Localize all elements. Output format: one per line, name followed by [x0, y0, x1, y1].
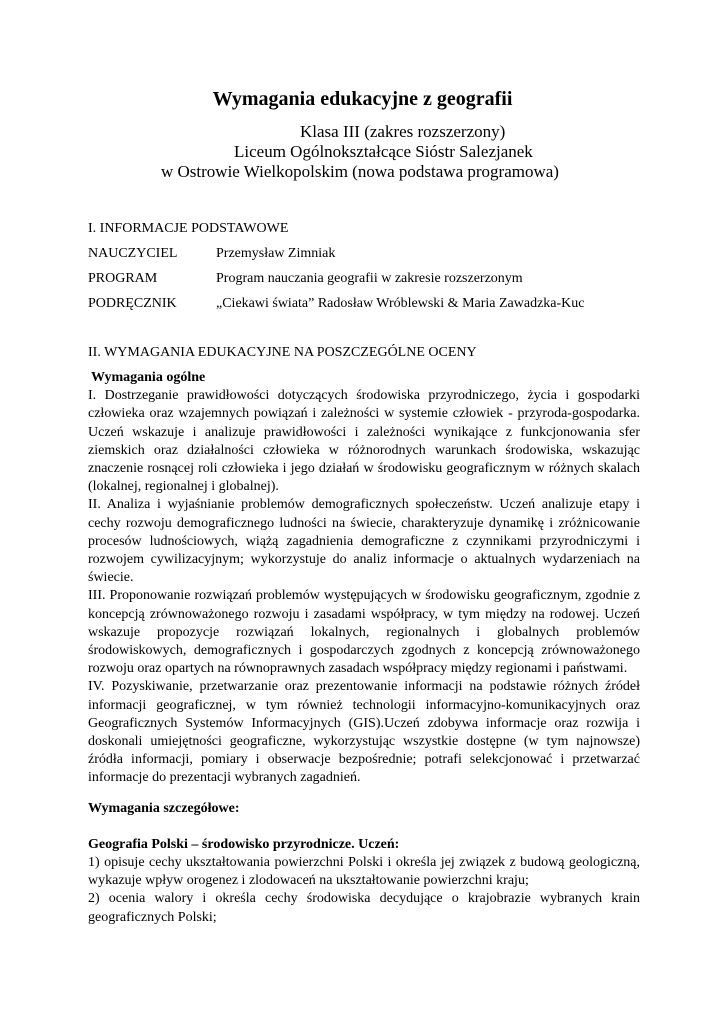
info-row-program: [88, 270, 523, 288]
requirements-body: [88, 369, 640, 927]
info-label: PODRĘCZNIK: [88, 296, 177, 311]
geography-poland-heading: Geografia Polski – środowisko przyrodnicze. Uczeń:: [88, 836, 400, 852]
general-requirements-heading: Wymagania ogólne: [91, 370, 206, 385]
info-row-teacher: [88, 245, 335, 263]
subtitle-class: Klasa III (zakres rozszerzony): [300, 122, 506, 141]
subtitle-city: w Ostrowie Wielkopolskim (nowa podstawa programowa): [161, 162, 559, 181]
info-label: PROGRAM: [88, 271, 158, 286]
section2-heading: II. WYMAGANIA EDUKACYJNE NA POSZCZEGÓLNE OCENY: [88, 345, 477, 360]
general-requirement-item: II. Analiza i wyjaśnianie problemów demograficznych społeczeństw. Uczeń analizuje etapy i cechy rozwoju demograficznego ludności na świecie, charakteryzuje dynamikę i zróżnicowanie procesów ludnościowych, wiążą zagadnienia demograficzne z czynnikami przyrodniczymi i rozwojem cywilizacyjnym; wykorzystuje do analiz informacje o aktualnych wydarzeniach na świecie.: [88, 497, 640, 586]
section1-heading: I. INFORMACJE PODSTAWOWE: [88, 221, 289, 236]
info-label: NAUCZYCIEL: [88, 246, 178, 261]
info-value: Przemysław Zimniak: [216, 246, 336, 261]
info-value: Program nauczania geografii w zakresie rozszerzonym: [216, 271, 523, 286]
general-requirement-item: III. Proponowanie rozwiązań problemów występujących w środowisku geograficznym, zgodnie z koncepcją zrównoważonego rozwoju i zasadami współpracy, w tym między na rodowej. Uczeń wskazuje propozycje rozwiązań lokalnych, regionalnych i globalnych problemów środowiskowych, demograficznych i gospodarczych zgodnych z koncepcją zrównoważonego rozwoju oraz opartych na równoprawnych zasadach współpracy między regionami i państwami.: [88, 588, 640, 677]
info-value: „Ciekawi świata” Radosław Wróblewski & Maria Zawadzka-Kuc: [216, 296, 585, 311]
geography-requirement-item: 1) opisuje cechy ukształtowania powierzchni Polski i określa jej związek z budową geologiczną, wykazuje wpływ orogenez i zlodowaceń na ukształtowanie powierzchni kraju;: [88, 855, 640, 889]
detailed-requirements-heading: Wymagania szczegółowe:: [88, 800, 240, 816]
geography-requirement-item: 2) ocenia walory i określa cechy środowiska decydujące o krajobrazie wybranych krain geograficznych Polski;: [88, 891, 640, 925]
general-requirement-item: I. Dostrzeganie prawidłowości dotyczących środowiska przyrodniczego, życia i gospodarki człowieka oraz wzajemnych powiązań i zależności w systemie człowiek - przyroda-gospodarka. Uczeń wskazuje i analizuje prawidłowości i zależności wynikające z funkcjonowania sfer ziemskich oraz działalności człowieka w różnorodnych warunkach środowiska, wskazując znaczenie rosnącej roli człowieka i jego działań w środowisku geograficznym w różnych skalach (lokalnej, regionalnej i globalnej).: [88, 388, 640, 495]
info-row-textbook: [88, 295, 585, 313]
document-title: Wymagania edukacyjne z geografii: [212, 88, 513, 110]
general-requirement-item: IV. Pozyskiwanie, przetwarzanie oraz prezentowanie informacji na podstawie różnych źródeł informacji geograficznej, w tym również technologii informacyjno-komunikacyjnych oraz Geograficznych Systemów Informacyjnych (GIS).Uczeń zdobywa informacje oraz rozwija i doskonali umiejętności geograficzne, wykorzystując wszystkie dostępne (w tym najnowsze) źródła informacji, pomiary i obserwacje bezpośrednie; potrafi selekcjonować i przetwarzać informacje do prezentacji wybranych zagadnień.: [88, 679, 640, 786]
subtitle-school: Liceum Ogólnokształcące Sióstr Salezjanek: [234, 142, 533, 161]
